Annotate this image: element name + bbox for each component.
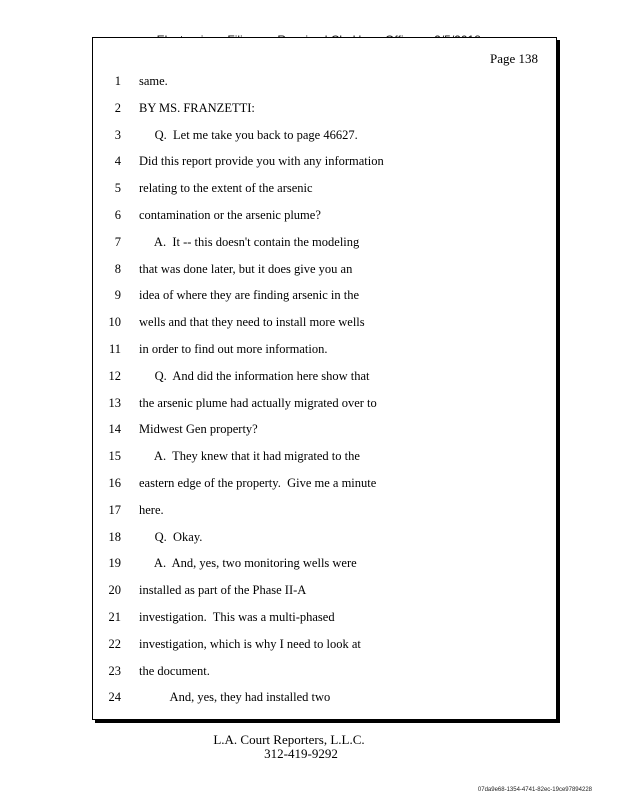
- document-hash: 07da9e68-1354-4741-82ec-19ce97894228: [477, 787, 592, 793]
- transcript-line: [93, 529, 556, 545]
- transcript-line: [93, 341, 556, 357]
- line-text: the document.: [139, 663, 210, 678]
- transcript-line: [93, 689, 556, 705]
- line-number: 22: [108, 636, 121, 651]
- transcript-line: [93, 502, 556, 518]
- line-number: 2: [114, 100, 121, 115]
- line-text: the arsenic plume had actually migrated over to: [139, 395, 377, 410]
- line-text: in order to find out more information.: [139, 342, 328, 356]
- transcript-line: [93, 582, 556, 598]
- transcript-line: [93, 153, 556, 169]
- line-text: same.: [139, 74, 168, 88]
- reporter-company: L.A. Court Reporters, L.L.C.: [213, 732, 365, 747]
- transcript-line: [93, 180, 556, 196]
- line-text: that was done later, but it does give you an: [139, 261, 353, 276]
- line-number: 6: [114, 208, 121, 222]
- transcript-line: [93, 636, 556, 652]
- line-number: 3: [114, 127, 121, 142]
- transcript-line: [93, 609, 556, 625]
- line-text: relating to the extent of the arsenic: [139, 181, 313, 196]
- line-number: 19: [108, 556, 121, 571]
- reporter-phone: 312-419-9292: [264, 746, 338, 761]
- line-text: investigation. This was a multi-phased: [139, 610, 335, 624]
- line-text: A. It -- this doesn't contain the modeling: [139, 234, 360, 249]
- line-number: 1: [114, 74, 121, 88]
- line-number: 20: [108, 583, 121, 598]
- line-number: 12: [108, 368, 121, 383]
- transcript-line: [93, 663, 556, 679]
- page-number: Page 138: [489, 51, 538, 66]
- transcript-line: [93, 368, 556, 384]
- line-number: 17: [108, 502, 121, 517]
- transcript-line: [93, 127, 556, 143]
- line-text: investigation, which is why I need to look at: [139, 636, 361, 651]
- line-number: 7: [114, 234, 121, 249]
- line-number: 13: [108, 395, 121, 410]
- line-text: installed as part of the Phase II-A: [139, 583, 307, 598]
- line-text: here.: [139, 502, 164, 517]
- line-text: And, yes, they had installed two: [139, 690, 331, 705]
- line-text: BY MS. FRANZETTI:: [139, 100, 255, 115]
- transcript-page: [92, 37, 557, 720]
- line-text: A. And, yes, two monitoring wells were: [139, 556, 357, 571]
- transcript-line: [93, 100, 556, 116]
- line-number: 21: [108, 610, 121, 624]
- transcript-line: [93, 314, 556, 330]
- line-number: 24: [108, 690, 121, 705]
- transcript-line: [93, 421, 556, 437]
- transcript-line: [93, 287, 556, 303]
- transcript-line: [93, 261, 556, 277]
- line-number: 15: [108, 449, 121, 464]
- line-number: 18: [108, 529, 121, 544]
- line-text: wells and that they need to install more wells: [139, 315, 365, 330]
- line-number: 10: [108, 315, 121, 330]
- transcript-line: [93, 448, 556, 464]
- line-number: 11: [108, 342, 121, 356]
- line-number: 14: [108, 422, 121, 437]
- line-text: eastern edge of the property. Give me a minute: [139, 476, 377, 490]
- line-number: 8: [114, 261, 121, 276]
- line-text: Q. And did the information here show that: [139, 368, 370, 383]
- transcript-line: [93, 73, 556, 89]
- line-text: contamination or the arsenic plume?: [139, 208, 321, 222]
- line-text: Did this report provide you with any information: [139, 154, 384, 169]
- line-number: 16: [108, 476, 121, 490]
- transcript-line: [93, 555, 556, 571]
- line-text: A. They knew that it had migrated to the: [139, 449, 360, 464]
- transcript-line: [93, 395, 556, 411]
- line-text: idea of where they are finding arsenic in the: [139, 288, 360, 303]
- transcript-line: [93, 207, 556, 223]
- line-text: Q. Okay.: [139, 529, 203, 544]
- line-number: 23: [108, 663, 121, 678]
- line-number: 4: [114, 154, 121, 169]
- transcript-line: [93, 234, 556, 250]
- line-text: Q. Let me take you back to page 46627.: [139, 127, 358, 142]
- line-text: Midwest Gen property?: [139, 422, 258, 437]
- line-number: 9: [114, 288, 121, 303]
- line-number: 5: [114, 181, 121, 196]
- transcript-line: [93, 475, 556, 491]
